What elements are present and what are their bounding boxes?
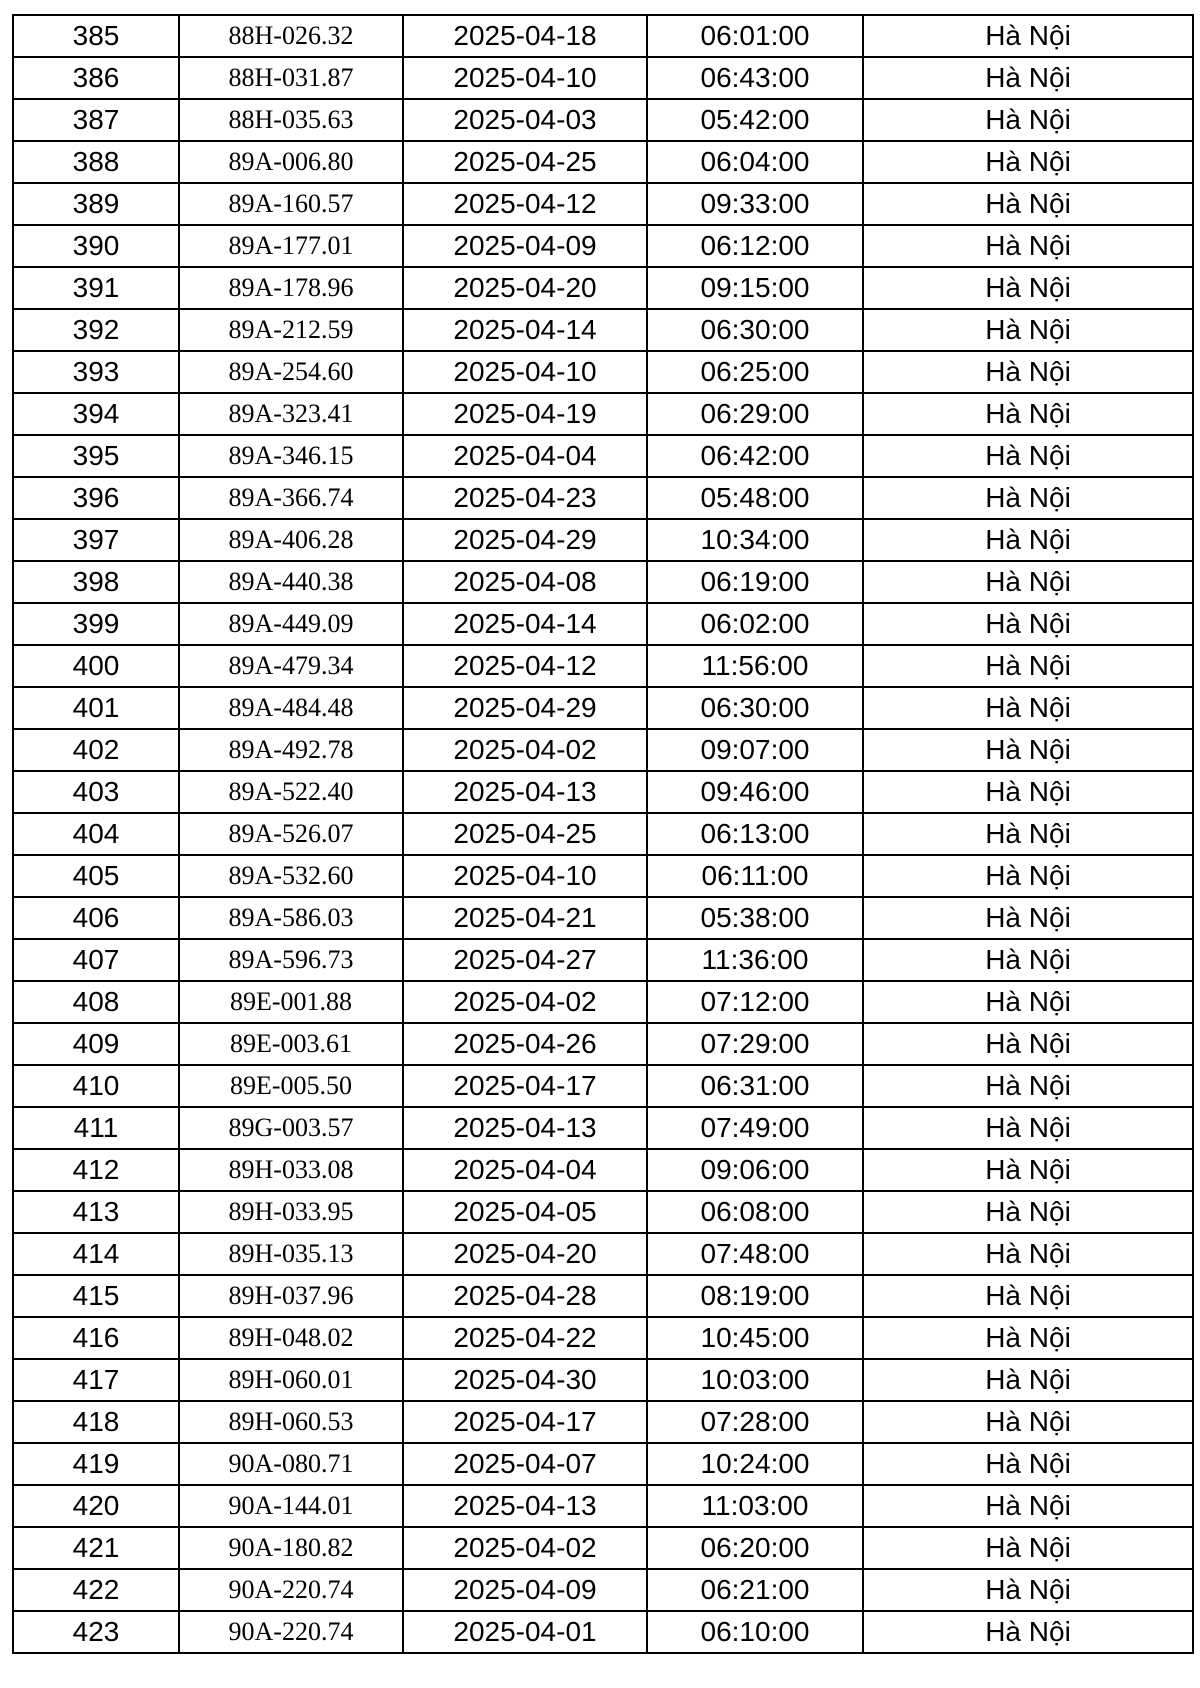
table-row xyxy=(13,1485,1193,1527)
time-cell: 09:15:00 xyxy=(647,267,863,309)
location-cell: Hà Nội xyxy=(863,645,1193,687)
date-cell: 2025-04-10 xyxy=(403,57,647,99)
row-number-cell: 413 xyxy=(13,1191,179,1233)
license-plate-cell: 89E-005.50 xyxy=(179,1065,403,1107)
location-cell: Hà Nội xyxy=(863,687,1193,729)
table-row xyxy=(13,1149,1193,1191)
license-plate-cell: 88H-035.63 xyxy=(179,99,403,141)
license-plate-cell: 89H-033.08 xyxy=(179,1149,403,1191)
license-plate-cell: 89A-492.78 xyxy=(179,729,403,771)
license-plate-cell: 90A-220.74 xyxy=(179,1611,403,1653)
license-plate-cell: 89A-479.34 xyxy=(179,645,403,687)
license-plate-cell: 90A-180.82 xyxy=(179,1527,403,1569)
table-row xyxy=(13,1275,1193,1317)
location-cell: Hà Nội xyxy=(863,603,1193,645)
row-number-cell: 408 xyxy=(13,981,179,1023)
location-cell: Hà Nội xyxy=(863,1401,1193,1443)
row-number-cell: 411 xyxy=(13,1107,179,1149)
date-cell: 2025-04-20 xyxy=(403,1233,647,1275)
location-cell: Hà Nội xyxy=(863,1191,1193,1233)
table-row xyxy=(13,813,1193,855)
location-cell: Hà Nội xyxy=(863,561,1193,603)
time-cell: 07:28:00 xyxy=(647,1401,863,1443)
date-cell: 2025-04-30 xyxy=(403,1359,647,1401)
table-row xyxy=(13,225,1193,267)
license-plate-cell: 89H-037.96 xyxy=(179,1275,403,1317)
location-cell: Hà Nội xyxy=(863,1443,1193,1485)
table-row xyxy=(13,1359,1193,1401)
date-cell: 2025-04-02 xyxy=(403,729,647,771)
location-cell: Hà Nội xyxy=(863,1527,1193,1569)
license-plate-cell: 90A-220.74 xyxy=(179,1569,403,1611)
date-cell: 2025-04-03 xyxy=(403,99,647,141)
location-cell: Hà Nội xyxy=(863,435,1193,477)
table-row xyxy=(13,351,1193,393)
time-cell: 06:11:00 xyxy=(647,855,863,897)
location-cell: Hà Nội xyxy=(863,57,1193,99)
table-row xyxy=(13,1527,1193,1569)
table-row xyxy=(13,687,1193,729)
license-plate-cell: 89H-060.01 xyxy=(179,1359,403,1401)
date-cell: 2025-04-13 xyxy=(403,771,647,813)
row-number-cell: 391 xyxy=(13,267,179,309)
time-cell: 06:42:00 xyxy=(647,435,863,477)
license-plate-cell: 89H-060.53 xyxy=(179,1401,403,1443)
table-row xyxy=(13,99,1193,141)
date-cell: 2025-04-20 xyxy=(403,267,647,309)
row-number-cell: 386 xyxy=(13,57,179,99)
date-cell: 2025-04-13 xyxy=(403,1485,647,1527)
row-number-cell: 410 xyxy=(13,1065,179,1107)
date-cell: 2025-04-01 xyxy=(403,1611,647,1653)
table-row xyxy=(13,1401,1193,1443)
license-plate-cell: 89A-006.80 xyxy=(179,141,403,183)
location-cell: Hà Nội xyxy=(863,99,1193,141)
time-cell: 06:25:00 xyxy=(647,351,863,393)
location-cell: Hà Nội xyxy=(863,267,1193,309)
time-cell: 06:29:00 xyxy=(647,393,863,435)
time-cell: 06:10:00 xyxy=(647,1611,863,1653)
date-cell: 2025-04-13 xyxy=(403,1107,647,1149)
table-row xyxy=(13,981,1193,1023)
date-cell: 2025-04-04 xyxy=(403,1149,647,1191)
date-cell: 2025-04-08 xyxy=(403,561,647,603)
license-plate-cell: 89A-177.01 xyxy=(179,225,403,267)
time-cell: 05:48:00 xyxy=(647,477,863,519)
license-plate-cell: 89H-048.02 xyxy=(179,1317,403,1359)
location-cell: Hà Nội xyxy=(863,393,1193,435)
table-row xyxy=(13,393,1193,435)
time-cell: 10:34:00 xyxy=(647,519,863,561)
time-cell: 06:01:00 xyxy=(647,15,863,57)
license-plate-cell: 89A-596.73 xyxy=(179,939,403,981)
table-row xyxy=(13,435,1193,477)
table-row xyxy=(13,771,1193,813)
license-plate-cell: 89A-526.07 xyxy=(179,813,403,855)
date-cell: 2025-04-04 xyxy=(403,435,647,477)
license-plate-cell: 88H-026.32 xyxy=(179,15,403,57)
row-number-cell: 402 xyxy=(13,729,179,771)
row-number-cell: 399 xyxy=(13,603,179,645)
date-cell: 2025-04-21 xyxy=(403,897,647,939)
time-cell: 07:48:00 xyxy=(647,1233,863,1275)
row-number-cell: 420 xyxy=(13,1485,179,1527)
table-row xyxy=(13,477,1193,519)
row-number-cell: 390 xyxy=(13,225,179,267)
location-cell: Hà Nội xyxy=(863,1569,1193,1611)
location-cell: Hà Nội xyxy=(863,309,1193,351)
date-cell: 2025-04-14 xyxy=(403,603,647,645)
table-row xyxy=(13,1317,1193,1359)
time-cell: 06:30:00 xyxy=(647,687,863,729)
time-cell: 11:56:00 xyxy=(647,645,863,687)
license-plate-cell: 89A-178.96 xyxy=(179,267,403,309)
table-row xyxy=(13,1443,1193,1485)
date-cell: 2025-04-12 xyxy=(403,645,647,687)
row-number-cell: 423 xyxy=(13,1611,179,1653)
date-cell: 2025-04-07 xyxy=(403,1443,647,1485)
date-cell: 2025-04-27 xyxy=(403,939,647,981)
row-number-cell: 422 xyxy=(13,1569,179,1611)
row-number-cell: 401 xyxy=(13,687,179,729)
table-row xyxy=(13,141,1193,183)
table-row xyxy=(13,561,1193,603)
license-plate-cell: 89A-449.09 xyxy=(179,603,403,645)
row-number-cell: 416 xyxy=(13,1317,179,1359)
license-plate-cell: 89A-366.74 xyxy=(179,477,403,519)
license-plate-cell: 89H-035.13 xyxy=(179,1233,403,1275)
table-row xyxy=(13,57,1193,99)
table-row xyxy=(13,1107,1193,1149)
row-number-cell: 417 xyxy=(13,1359,179,1401)
license-plate-cell: 89A-254.60 xyxy=(179,351,403,393)
time-cell: 06:13:00 xyxy=(647,813,863,855)
license-plate-cell: 89A-522.40 xyxy=(179,771,403,813)
date-cell: 2025-04-29 xyxy=(403,687,647,729)
table-row xyxy=(13,519,1193,561)
table-row xyxy=(13,267,1193,309)
location-cell: Hà Nội xyxy=(863,939,1193,981)
location-cell: Hà Nội xyxy=(863,477,1193,519)
location-cell: Hà Nội xyxy=(863,1107,1193,1149)
row-number-cell: 400 xyxy=(13,645,179,687)
table-row xyxy=(13,939,1193,981)
time-cell: 07:29:00 xyxy=(647,1023,863,1065)
time-cell: 06:12:00 xyxy=(647,225,863,267)
location-cell: Hà Nội xyxy=(863,1359,1193,1401)
row-number-cell: 403 xyxy=(13,771,179,813)
table-body xyxy=(13,15,1193,1653)
license-plate-cell: 90A-080.71 xyxy=(179,1443,403,1485)
date-cell: 2025-04-09 xyxy=(403,225,647,267)
location-cell: Hà Nội xyxy=(863,1275,1193,1317)
time-cell: 11:36:00 xyxy=(647,939,863,981)
date-cell: 2025-04-14 xyxy=(403,309,647,351)
date-cell: 2025-04-05 xyxy=(403,1191,647,1233)
location-cell: Hà Nội xyxy=(863,1065,1193,1107)
row-number-cell: 415 xyxy=(13,1275,179,1317)
row-number-cell: 394 xyxy=(13,393,179,435)
time-cell: 06:19:00 xyxy=(647,561,863,603)
location-cell: Hà Nội xyxy=(863,1149,1193,1191)
date-cell: 2025-04-25 xyxy=(403,813,647,855)
location-cell: Hà Nội xyxy=(863,897,1193,939)
date-cell: 2025-04-28 xyxy=(403,1275,647,1317)
time-cell: 06:21:00 xyxy=(647,1569,863,1611)
license-plate-cell: 89A-160.57 xyxy=(179,183,403,225)
date-cell: 2025-04-12 xyxy=(403,183,647,225)
row-number-cell: 385 xyxy=(13,15,179,57)
location-cell: Hà Nội xyxy=(863,183,1193,225)
license-plate-cell: 89A-532.60 xyxy=(179,855,403,897)
table-row xyxy=(13,1611,1193,1653)
location-cell: Hà Nội xyxy=(863,1317,1193,1359)
row-number-cell: 414 xyxy=(13,1233,179,1275)
license-plate-cell: 89G-003.57 xyxy=(179,1107,403,1149)
date-cell: 2025-04-17 xyxy=(403,1401,647,1443)
date-cell: 2025-04-02 xyxy=(403,1527,647,1569)
row-number-cell: 407 xyxy=(13,939,179,981)
row-number-cell: 418 xyxy=(13,1401,179,1443)
date-cell: 2025-04-10 xyxy=(403,351,647,393)
time-cell: 05:38:00 xyxy=(647,897,863,939)
time-cell: 07:12:00 xyxy=(647,981,863,1023)
time-cell: 06:08:00 xyxy=(647,1191,863,1233)
license-plate-cell: 89A-406.28 xyxy=(179,519,403,561)
license-plate-cell: 89A-484.48 xyxy=(179,687,403,729)
row-number-cell: 396 xyxy=(13,477,179,519)
time-cell: 06:02:00 xyxy=(647,603,863,645)
date-cell: 2025-04-29 xyxy=(403,519,647,561)
date-cell: 2025-04-26 xyxy=(403,1023,647,1065)
row-number-cell: 387 xyxy=(13,99,179,141)
location-cell: Hà Nội xyxy=(863,855,1193,897)
table-row xyxy=(13,1023,1193,1065)
license-plate-cell: 89A-323.41 xyxy=(179,393,403,435)
date-cell: 2025-04-09 xyxy=(403,1569,647,1611)
time-cell: 10:24:00 xyxy=(647,1443,863,1485)
row-number-cell: 395 xyxy=(13,435,179,477)
date-cell: 2025-04-23 xyxy=(403,477,647,519)
license-plate-cell: 89A-586.03 xyxy=(179,897,403,939)
date-cell: 2025-04-02 xyxy=(403,981,647,1023)
row-number-cell: 398 xyxy=(13,561,179,603)
table-row xyxy=(13,897,1193,939)
table-row xyxy=(13,645,1193,687)
row-number-cell: 421 xyxy=(13,1527,179,1569)
row-number-cell: 412 xyxy=(13,1149,179,1191)
location-cell: Hà Nội xyxy=(863,1611,1193,1653)
row-number-cell: 392 xyxy=(13,309,179,351)
table-row xyxy=(13,729,1193,771)
table-row xyxy=(13,309,1193,351)
date-cell: 2025-04-18 xyxy=(403,15,647,57)
time-cell: 10:03:00 xyxy=(647,1359,863,1401)
row-number-cell: 404 xyxy=(13,813,179,855)
row-number-cell: 409 xyxy=(13,1023,179,1065)
time-cell: 05:42:00 xyxy=(647,99,863,141)
table-row xyxy=(13,1233,1193,1275)
row-number-cell: 389 xyxy=(13,183,179,225)
time-cell: 11:03:00 xyxy=(647,1485,863,1527)
license-plate-cell: 89E-001.88 xyxy=(179,981,403,1023)
time-cell: 09:07:00 xyxy=(647,729,863,771)
row-number-cell: 419 xyxy=(13,1443,179,1485)
license-plate-cell: 89A-440.38 xyxy=(179,561,403,603)
time-cell: 07:49:00 xyxy=(647,1107,863,1149)
license-plate-cell: 89A-212.59 xyxy=(179,309,403,351)
row-number-cell: 406 xyxy=(13,897,179,939)
license-plate-cell: 89E-003.61 xyxy=(179,1023,403,1065)
time-cell: 06:04:00 xyxy=(647,141,863,183)
date-cell: 2025-04-19 xyxy=(403,393,647,435)
location-cell: Hà Nội xyxy=(863,813,1193,855)
table-row xyxy=(13,15,1193,57)
location-cell: Hà Nội xyxy=(863,981,1193,1023)
location-cell: Hà Nội xyxy=(863,141,1193,183)
location-cell: Hà Nội xyxy=(863,1485,1193,1527)
location-cell: Hà Nội xyxy=(863,225,1193,267)
table-row xyxy=(13,603,1193,645)
time-cell: 10:45:00 xyxy=(647,1317,863,1359)
location-cell: Hà Nội xyxy=(863,771,1193,813)
row-number-cell: 393 xyxy=(13,351,179,393)
license-plate-cell: 89A-346.15 xyxy=(179,435,403,477)
date-cell: 2025-04-10 xyxy=(403,855,647,897)
time-cell: 06:31:00 xyxy=(647,1065,863,1107)
location-cell: Hà Nội xyxy=(863,1023,1193,1065)
date-cell: 2025-04-22 xyxy=(403,1317,647,1359)
time-cell: 08:19:00 xyxy=(647,1275,863,1317)
location-cell: Hà Nội xyxy=(863,15,1193,57)
row-number-cell: 388 xyxy=(13,141,179,183)
date-cell: 2025-04-25 xyxy=(403,141,647,183)
time-cell: 06:30:00 xyxy=(647,309,863,351)
time-cell: 06:43:00 xyxy=(647,57,863,99)
time-cell: 09:06:00 xyxy=(647,1149,863,1191)
table-row xyxy=(13,183,1193,225)
location-cell: Hà Nội xyxy=(863,519,1193,561)
row-number-cell: 397 xyxy=(13,519,179,561)
license-plate-cell: 89H-033.95 xyxy=(179,1191,403,1233)
location-cell: Hà Nội xyxy=(863,729,1193,771)
location-cell: Hà Nội xyxy=(863,1233,1193,1275)
time-cell: 06:20:00 xyxy=(647,1527,863,1569)
table-row xyxy=(13,1569,1193,1611)
license-plate-cell: 88H-031.87 xyxy=(179,57,403,99)
table-row xyxy=(13,1191,1193,1233)
table-row xyxy=(13,855,1193,897)
table-row xyxy=(13,1065,1193,1107)
date-cell: 2025-04-17 xyxy=(403,1065,647,1107)
row-number-cell: 405 xyxy=(13,855,179,897)
license-plate-cell: 90A-144.01 xyxy=(179,1485,403,1527)
time-cell: 09:33:00 xyxy=(647,183,863,225)
time-cell: 09:46:00 xyxy=(647,771,863,813)
violation-table xyxy=(12,14,1194,1654)
location-cell: Hà Nội xyxy=(863,351,1193,393)
